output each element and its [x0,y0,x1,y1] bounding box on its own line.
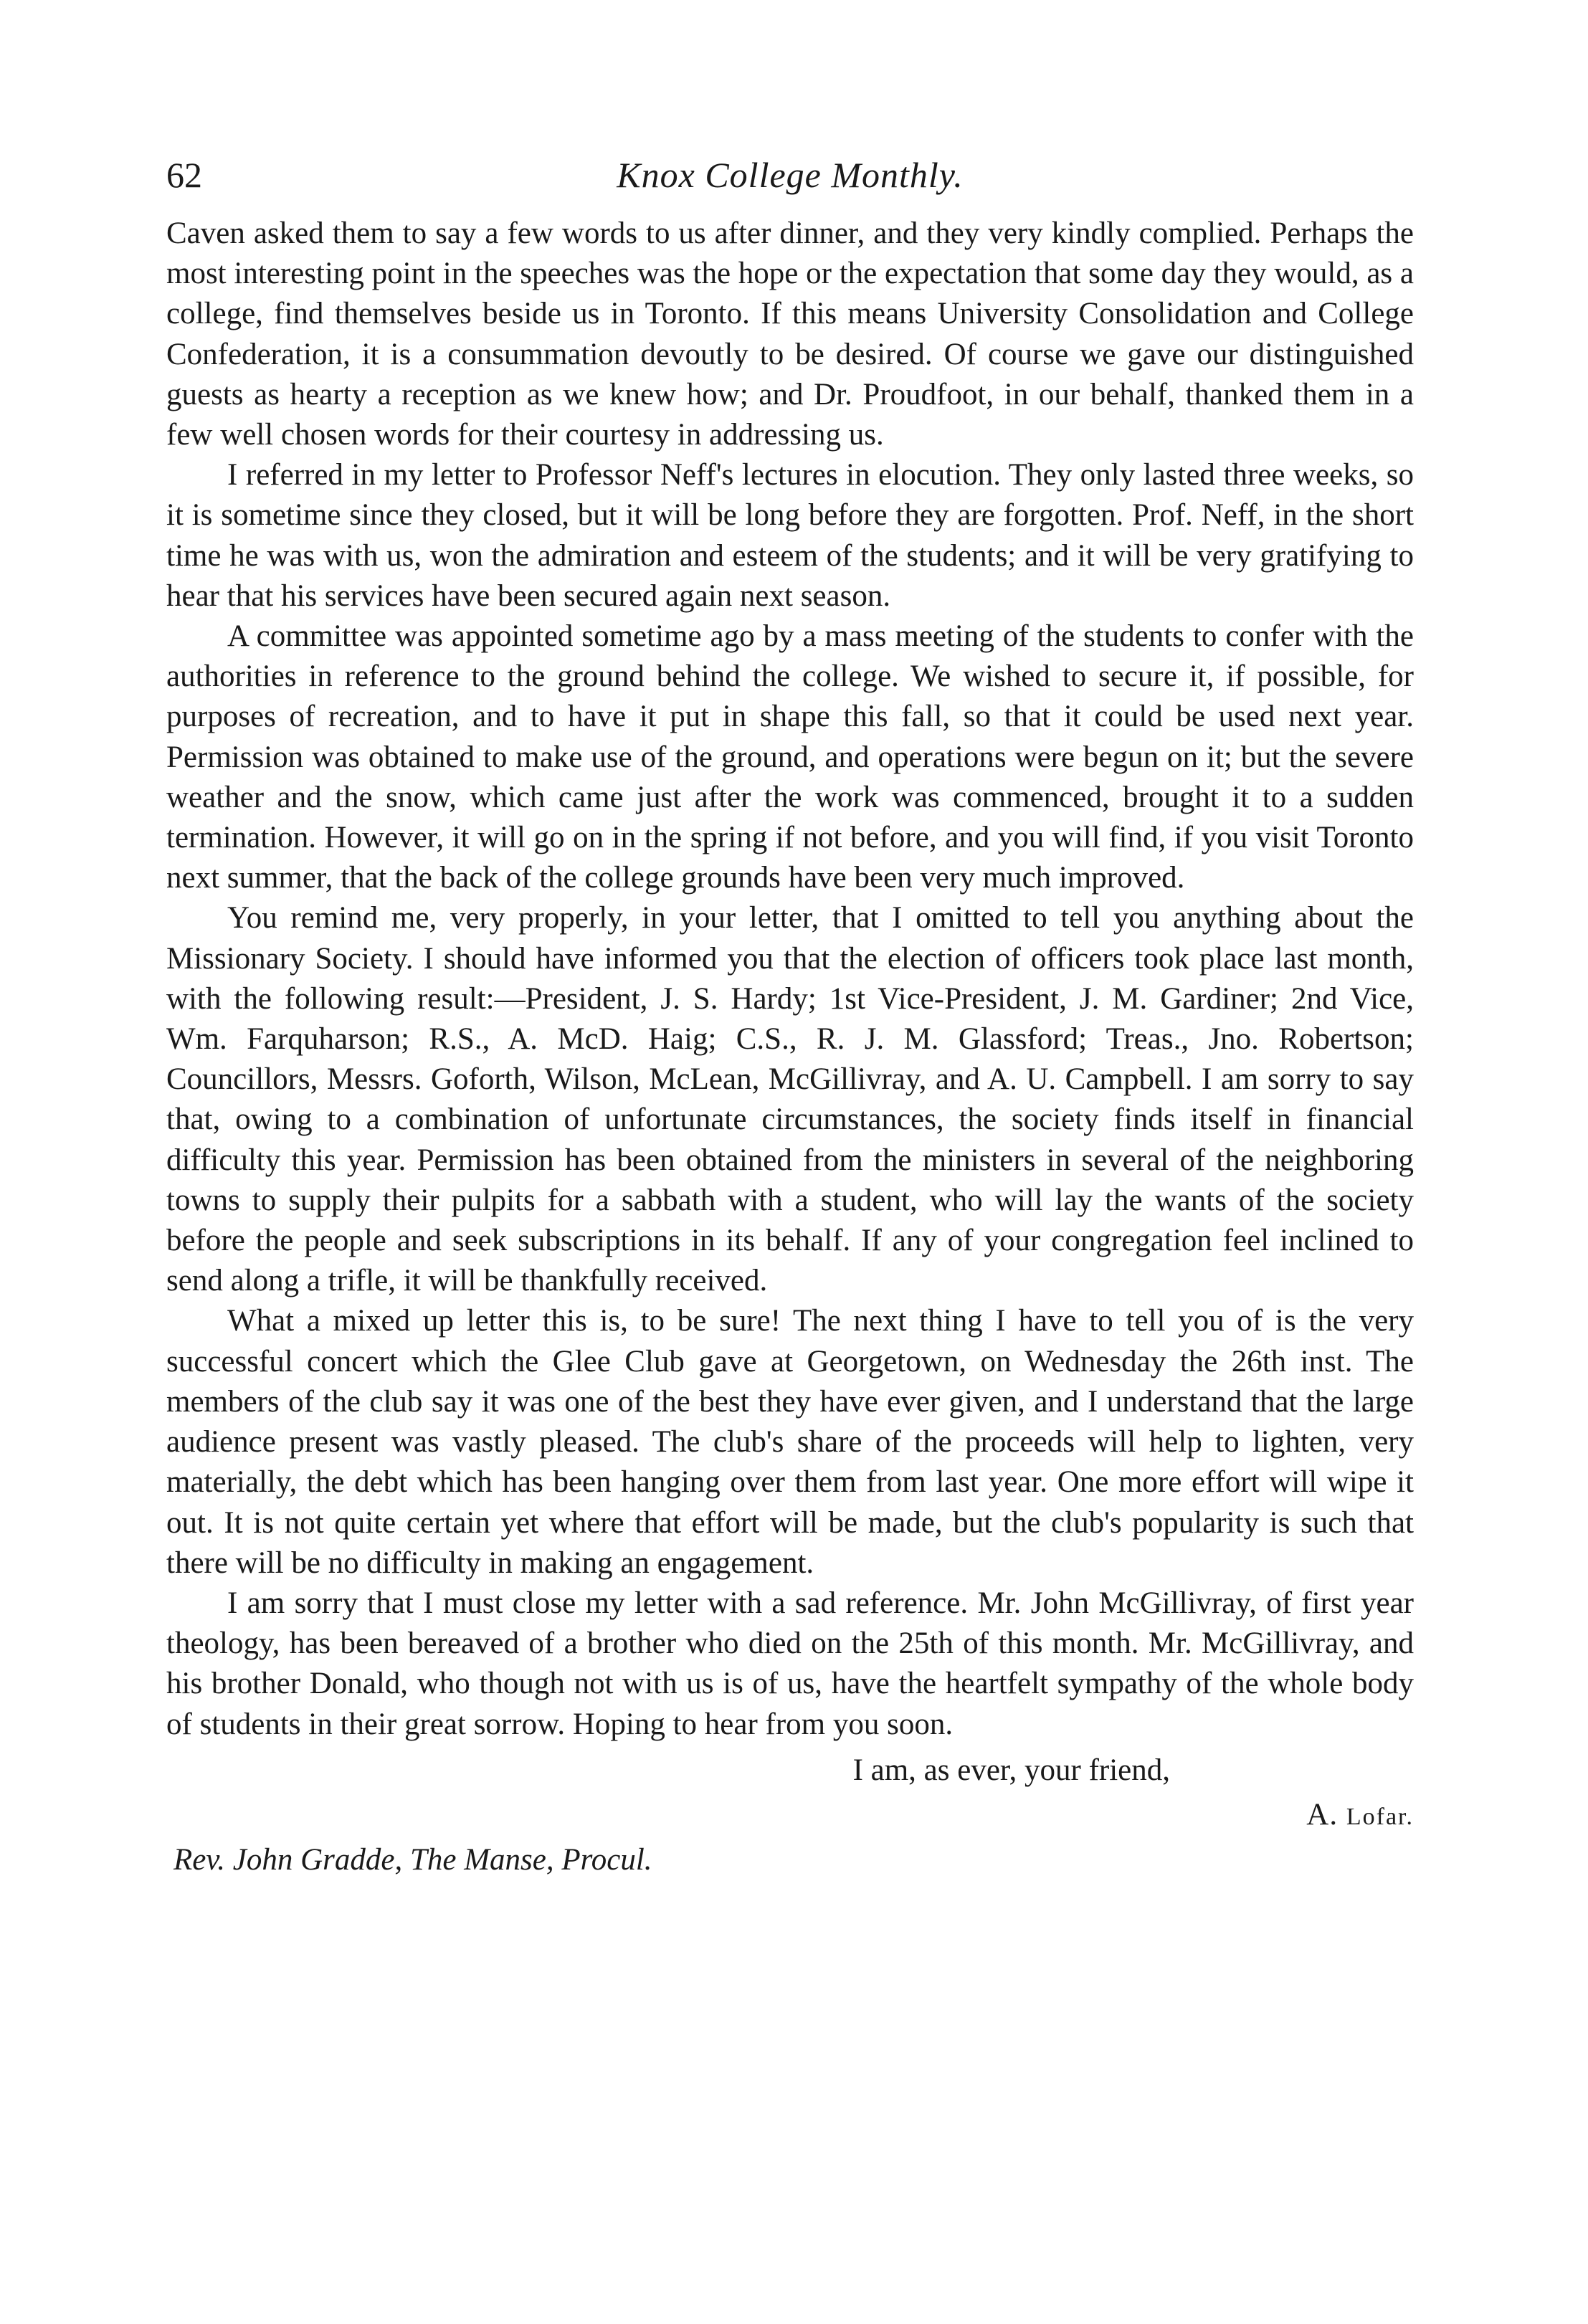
running-head [166,152,1414,198]
paragraph: You remind me, very properly, in your letter, that I omitted to tell you anything about the Missionary Society. I should have informed you that the election of officers took place last month, with the following result:—President, J. S. Hardy; 1st Vice-President, J. M. Gardiner; 2nd Vice, Wm. Farquharson; R.S., A. McD. Haig; C.S., R. J. M. Glassford; Treas., Jno. Robertson; Councillors, Messrs. Goforth, Wilson, McLean, McGillivray, and A. U. Campbell. I am sorry to say that, owing to a combination of unfortunate circumstances, the society finds itself in financial difficulty this year. Permission has been obtained from the ministers in several of the neighboring towns to supply their pulpits for a sabbath with a student, who will lay the wants of the society before the people and seek subscriptions in its behalf. If any of your congregation feel inclined to send along a trifle, it will be thankfully received. [166,901,1414,1298]
page-number: 62 [166,155,202,195]
letter-body [166,214,1414,1745]
signature-initial: A. [1306,1797,1339,1832]
paragraph: What a mixed up letter this is, to be sure! The next thing I have to tell you of is the very successful concert which the Glee Club gave at Georgetown, on Wednesday the 26th inst. The members of the club say it was one of the best they have ever given, and I understand that the large audience present was vastly pleased. The club's share of the proceeds will help to lighten, very materially, the debt which has been hanging over them from last year. One more effort will wipe it out. It is not quite certain yet where that effort will be made, but the club's popularity is such that there will be no difficulty in making an engagement. [166,1304,1414,1580]
addressee-line: Rev. John Gradde, The Manse, Procul. [173,1842,652,1877]
signature-surname: Lofar. [1346,1803,1414,1830]
paragraph: I am sorry that I must close my letter with a sad reference. Mr. John McGillivray, of first year theology, has been bereaved of a brother who died on the 25th of this month. Mr. McGillivray, and his brother Donald, who though not with us is of us, have the heartfelt sympathy of the whole body of students in their great sorrow. Hoping to hear from you soon. [166,1586,1414,1741]
book-page [166,152,1414,1880]
letter-signature [166,1795,1414,1837]
paragraph: I referred in my letter to Professor Neff's lectures in elocution. They only lasted three weeks, so it is sometime since they closed, but it will be long before they are forgotten. Prof. Neff, in the short time he was with us, won the admiration and esteem of the students; and it will be very gratifying to hear that his services have been secured again next season. [166,458,1414,613]
paragraph: Caven asked them to say a few words to us after dinner, and they very kindly complied. Perhaps the most interesting point in the speeches was the hope or the expectation that some day they would, as a college, find themselves beside us in Toronto. If this means University Consolidation and College Confederation, it is a consummation devoutly to be desired. Of course we gave our distinguished guests as hearty a reception as we knew how; and Dr. Proudfoot, in our behalf, thanked them in a few well chosen words for their courtesy in addressing us. [166,216,1414,452]
letter-closing: I am, as ever, your friend, [852,1753,1170,1787]
paragraph: A committee was appointed sometime ago by a mass meeting of the students to confer with the authorities in reference to the ground behind the college. We wished to secure it, if possible, for purposes of recreation, and to have it put in shape this fall, so that it could be used next year. Permission was obtained to make use of the ground, and operations were begun on it; but the severe weather and the snow, which came just after the work was commenced, brought it to a sudden termination. However, it will go on in the spring if not before, and you will find, if you visit Toronto next summer, that the back of the college grounds have been very much improved. [166,619,1414,895]
running-title: Knox College Monthly. [617,155,964,195]
